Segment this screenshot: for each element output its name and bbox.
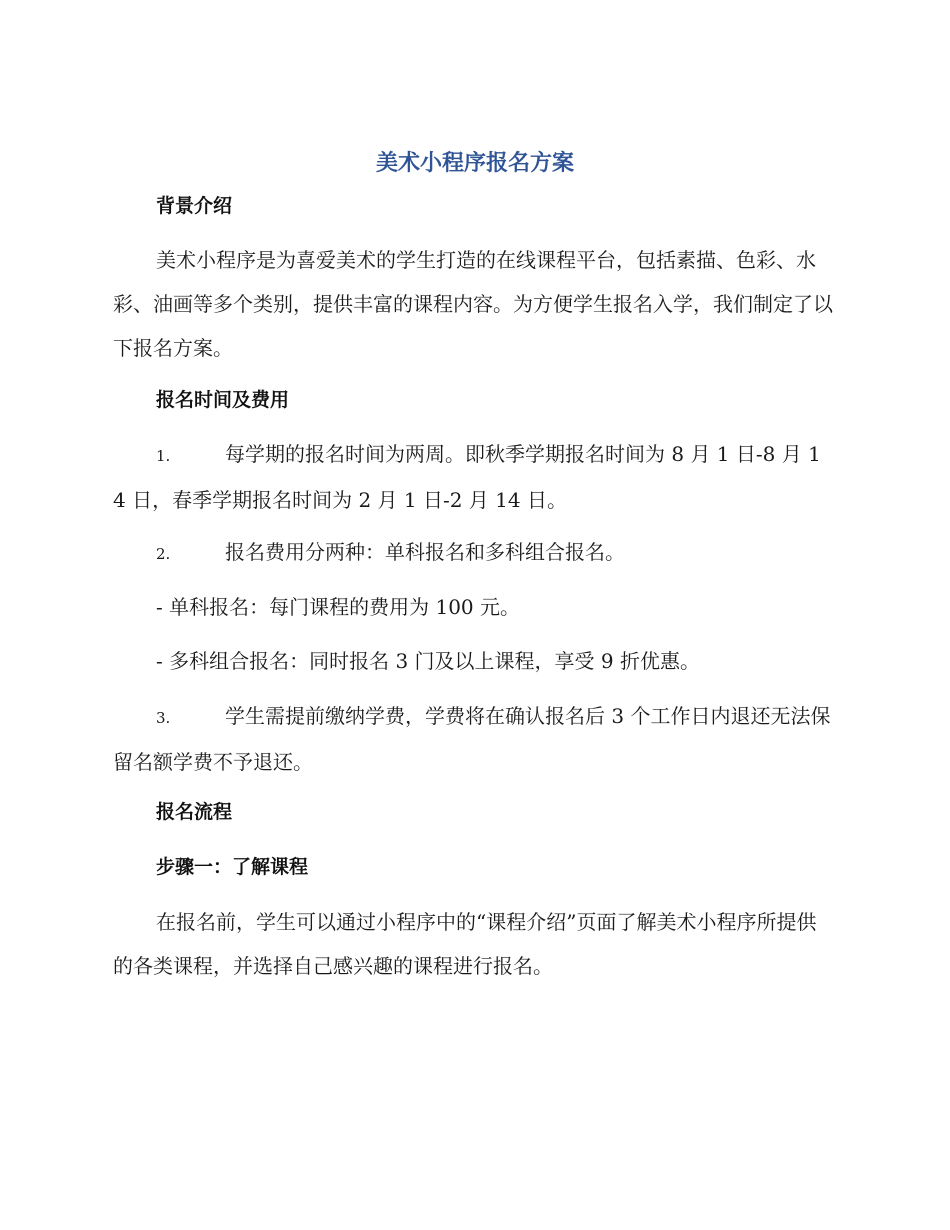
section-heading-process: 报名流程: [156, 801, 233, 823]
background-paragraph: 美术小程序是为喜爱美术的学生打造的在线课程平台，包括素描、色彩、水彩、油画等多个类别，提供丰富的课程内容。为方便学生报名入学，我们制定了以下报名方案。: [113, 248, 833, 360]
item-text: 每学期的报名时间为两周。即秋季学期报名时间为 8 月 1 日-8 月 14 日，春季学期报名时间为 2 月 1 日-2 月 14 日。: [113, 442, 821, 512]
step-heading-1: 步骤一：了解课程: [156, 856, 309, 878]
numbered-item-1: [113, 432, 833, 522]
section-heading-background: 背景介绍: [156, 195, 233, 217]
item-number: 2.: [156, 545, 171, 563]
item-number: 1.: [156, 447, 171, 465]
dash-item-multi-course: - 多科组合报名：同时报名 3 门及以上课程，享受 9 折优惠。: [156, 649, 700, 673]
step1-paragraph: 在报名前，学生可以通过小程序中的“课程介绍”页面了解美术小程序所提供的各类课程，并选择自己感兴趣的课程进行报名。: [113, 910, 817, 978]
section-heading-time-fee: 报名时间及费用: [156, 389, 290, 411]
numbered-item-2: [113, 530, 833, 576]
dash-item-single-course: - 单科报名：每门课程的费用为 100 元。: [156, 595, 521, 619]
item-text: 报名费用分两种：单科报名和多科组合报名。: [225, 540, 625, 564]
numbered-item-3: [113, 694, 833, 784]
item-text: 学生需提前缴纳学费，学费将在确认报名后 3 个工作日内退还无法保留名额学费不予退还。: [113, 704, 831, 774]
document-title: 美术小程序报名方案: [375, 151, 574, 176]
item-number: 3.: [156, 709, 171, 727]
